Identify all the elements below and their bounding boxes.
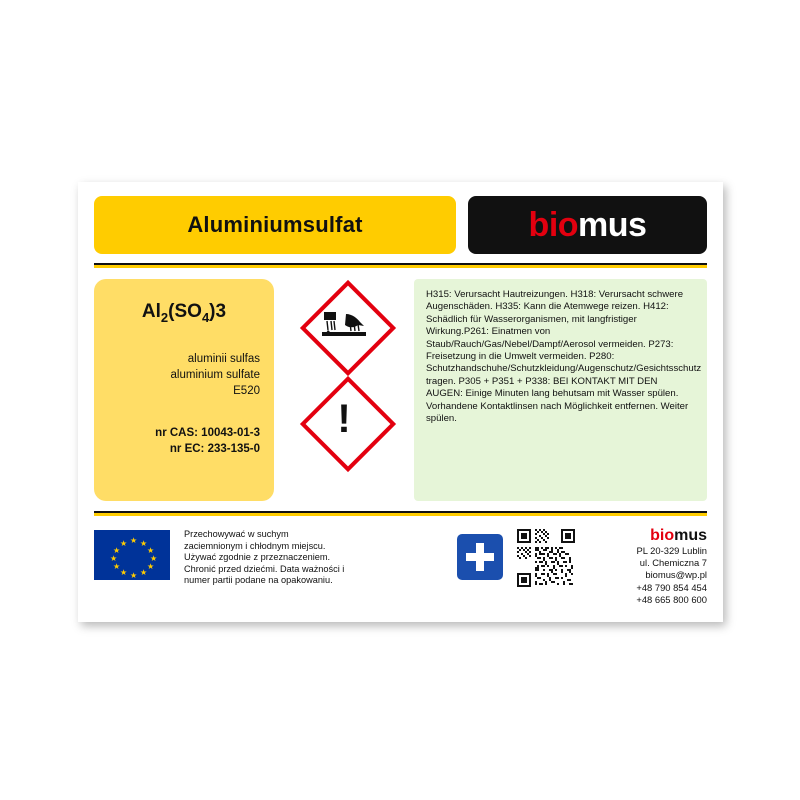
formula-part-4: 4 bbox=[201, 309, 210, 325]
formula-part-2: 2 bbox=[160, 309, 169, 325]
hazard-statements-box bbox=[414, 279, 707, 501]
corrosion-glyph bbox=[301, 281, 387, 367]
ec-number: nr EC: 233-135-0 bbox=[169, 442, 260, 455]
pictogram-column bbox=[284, 279, 404, 501]
divider-bottom bbox=[94, 511, 707, 516]
formula-part-al: Al bbox=[141, 301, 161, 322]
company-phone-2: +48 665 800 600 bbox=[636, 593, 707, 605]
pharmacy-cross-icon bbox=[457, 534, 503, 580]
substance-identifiers bbox=[108, 425, 260, 457]
cross-bar-vertical bbox=[476, 543, 484, 571]
substance-names bbox=[108, 351, 260, 399]
substance-info-box bbox=[94, 279, 274, 501]
divider-top bbox=[94, 263, 707, 268]
cas-number: nr CAS: 10043-01-3 bbox=[155, 426, 260, 439]
label-header bbox=[94, 196, 707, 254]
formula-part-3: )3 bbox=[209, 301, 227, 322]
company-address-line-2: ul. Chemiczna 7 bbox=[639, 557, 707, 569]
company-logo-bio: bio bbox=[650, 527, 675, 544]
formula-part-so: (SO bbox=[168, 301, 202, 322]
label-content bbox=[94, 279, 707, 501]
product-title-box bbox=[94, 196, 456, 254]
company-address-line-1: PL 20-329 Lublin bbox=[636, 545, 707, 556]
page-title: Aluminiumsulfat bbox=[187, 212, 363, 237]
substance-e-number: E520 bbox=[233, 384, 260, 397]
ghs07-exclamation-icon bbox=[301, 377, 387, 463]
hazard-statements-text: H315: Verursacht Hautreizungen. H318: Verursacht schwere Augenschäden. H335: Kann die Atemwege reizen. H412: Schädlich für Wasserorganismen, mit langfristiger Wirkung.P261: Einatmen von Staub/Rauch/Gas/Nebel/Dampf/Aerosol vermeiden. P273: Freisetzung in die Umwelt vermeiden. P280: Schutzhandschuhe/Schutzkleidung/Augenschutz/Gesichtsschutz tragen. P305 + P351 + P338: BEI KONTAKT MIT DEN AUGEN: Einige Minuten lang behutsam mit Wasser spülen. Vorhandene Kontaktlinsen nach Möglichkeit entfernen. Weiter spülen. bbox=[426, 289, 702, 425]
storage-instructions: Przechowywać w suchym zaciemnionym i chłodnym miejscu. Używać zgodnie z przeznaczeniem. Chronić przed dziećmi. Data ważności i numer partii podane na opakowaniu. bbox=[184, 529, 345, 586]
substance-name-en: aluminium sulfate bbox=[170, 368, 260, 381]
company-email: biomus@wp.pl bbox=[645, 569, 707, 581]
product-label bbox=[78, 182, 723, 622]
substance-name-pl: aluminii sulfas bbox=[187, 352, 260, 365]
brand-logo-mus: mus bbox=[578, 205, 647, 244]
eu-flag-icon: ★ ★ ★ ★ ★ ★ ★ ★ ★ ★ ★ ★ bbox=[94, 530, 170, 580]
brand-logo bbox=[529, 206, 647, 245]
company-logo-mus: mus bbox=[674, 527, 707, 544]
label-footer bbox=[94, 526, 707, 604]
ghs05-corrosion-icon bbox=[301, 281, 387, 367]
company-contact bbox=[575, 526, 707, 606]
chemical-formula bbox=[108, 301, 260, 325]
exclamation-mark: ! bbox=[337, 397, 351, 441]
qr-code-icon bbox=[517, 529, 575, 587]
company-logo bbox=[575, 527, 707, 545]
exclamation-glyph bbox=[301, 377, 387, 463]
brand-logo-bio: bio bbox=[528, 205, 579, 244]
brand-logo-box bbox=[468, 196, 707, 254]
company-phone-1: +48 790 854 454 bbox=[636, 581, 707, 593]
